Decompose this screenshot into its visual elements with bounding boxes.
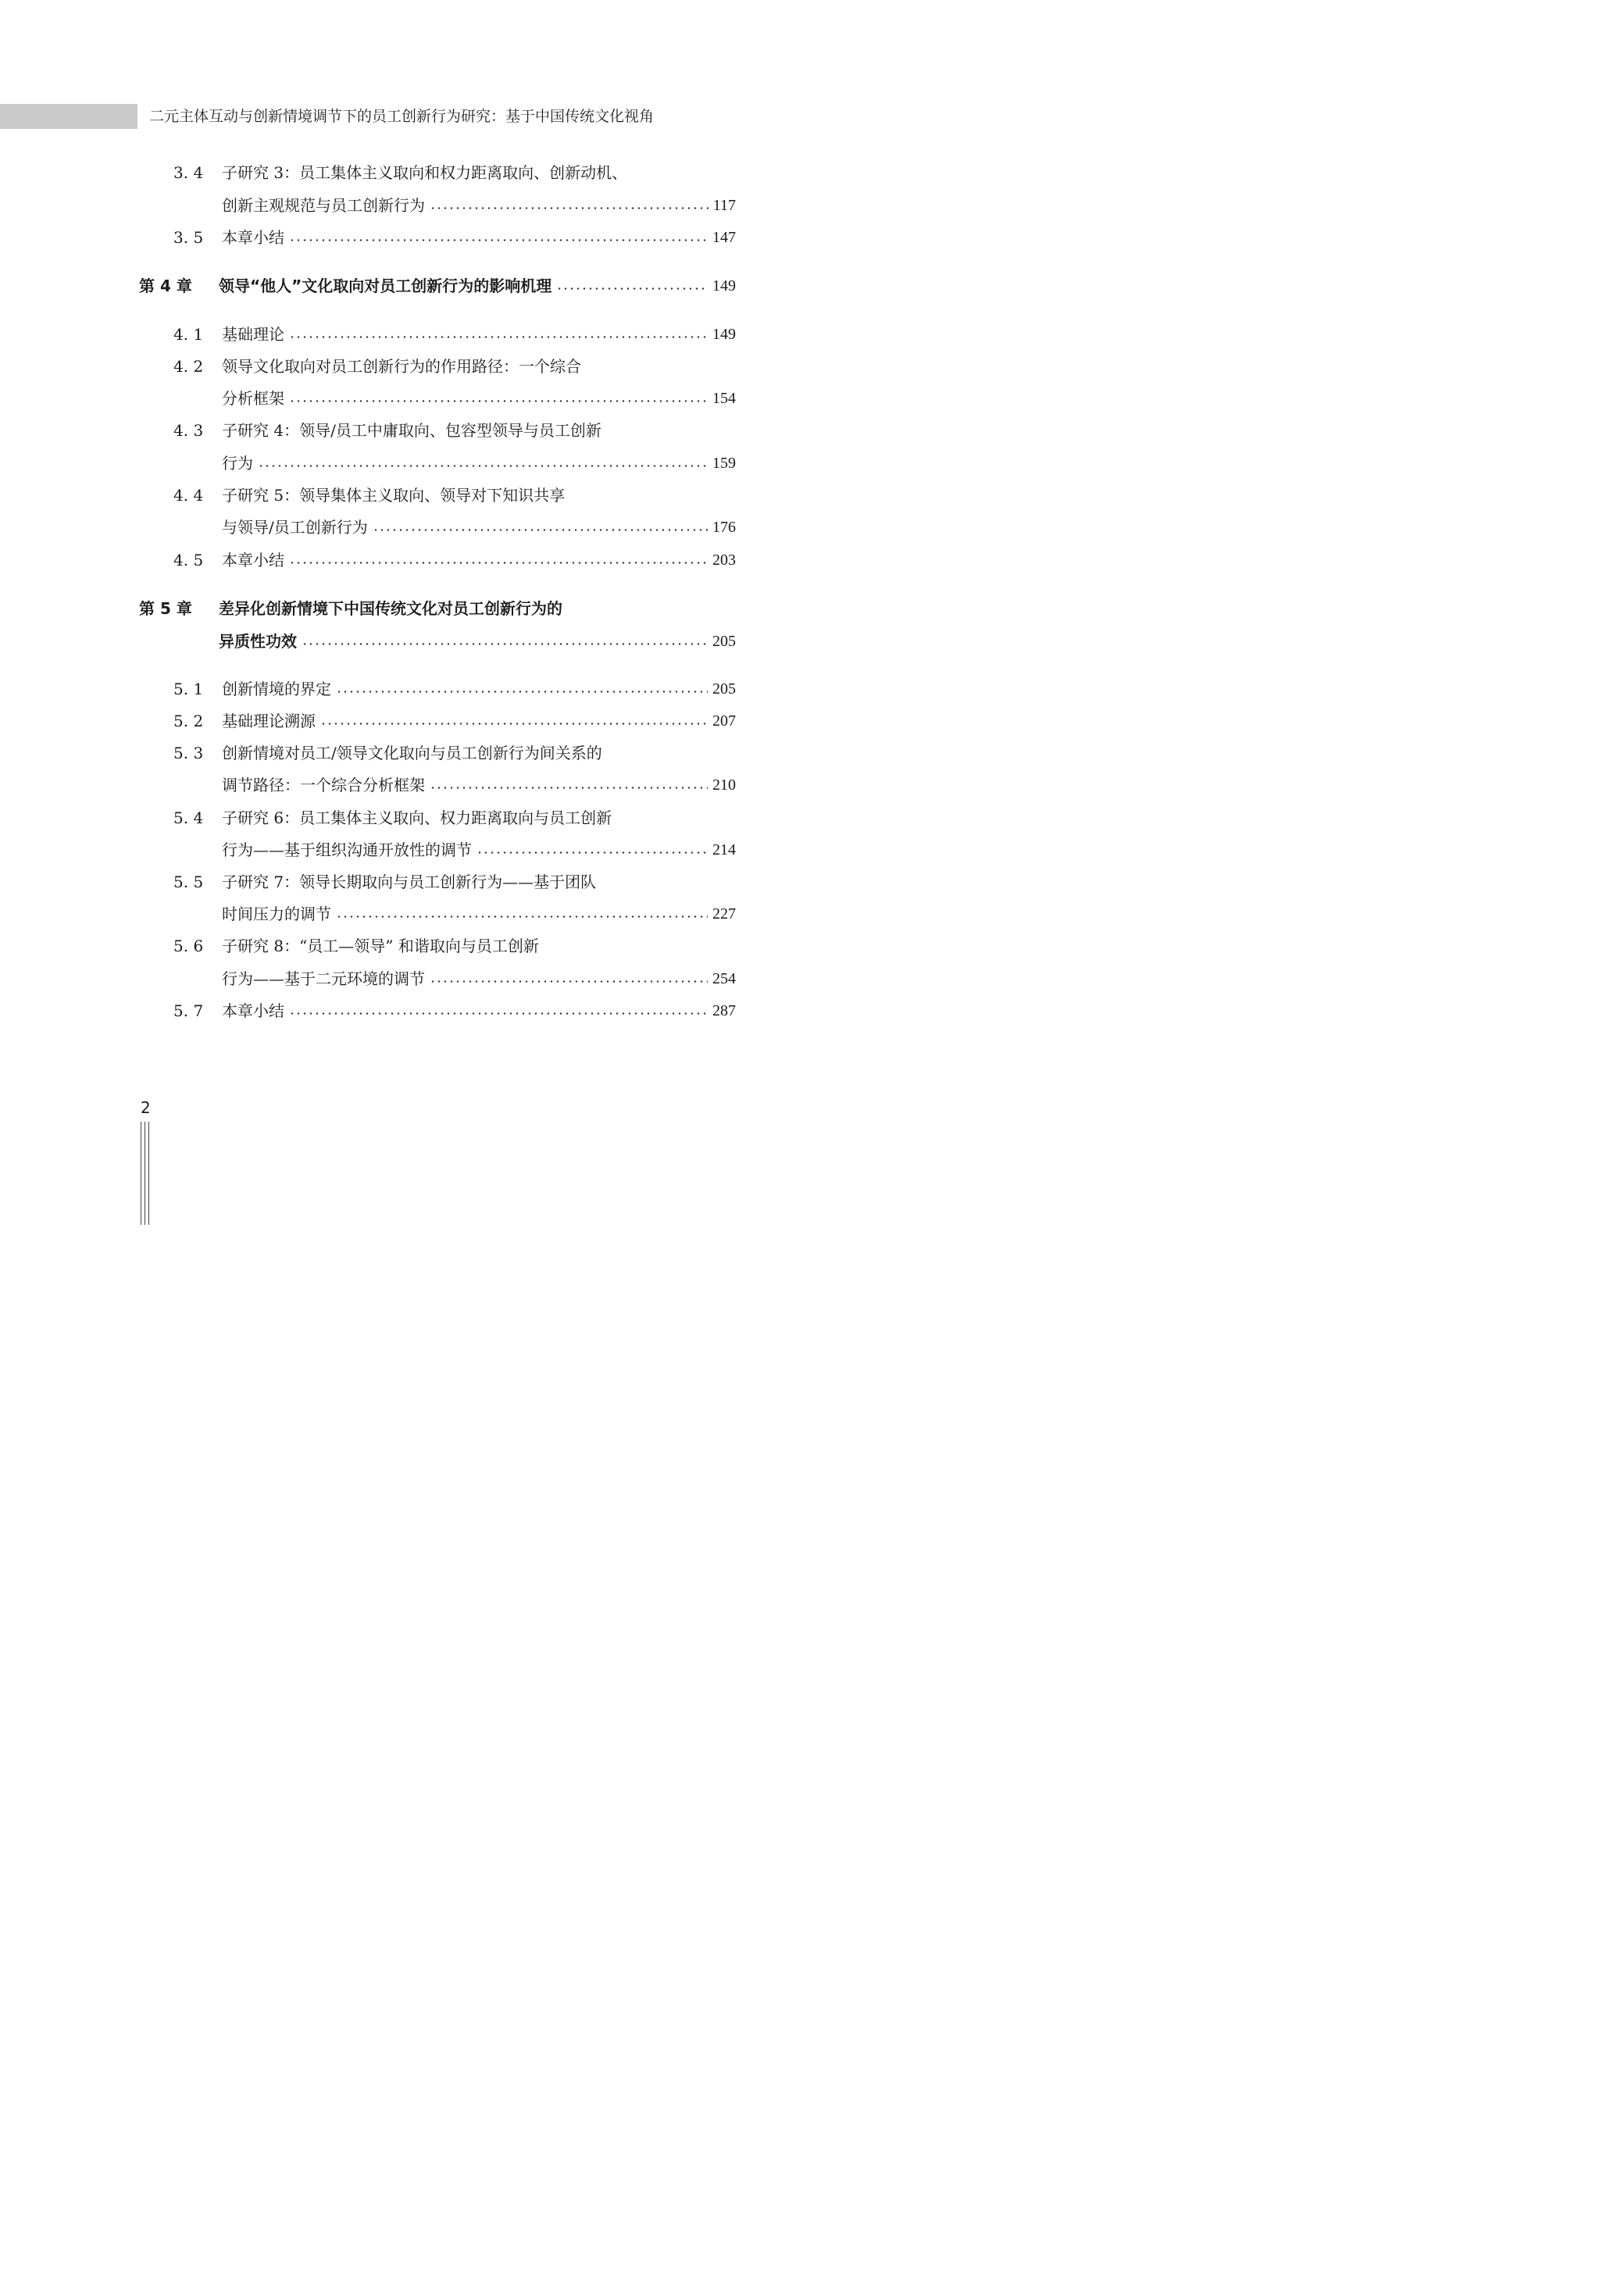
- section-title-line2: 行为: [222, 454, 253, 473]
- header-gray-bar: [0, 104, 137, 129]
- section-number: 3. 5: [173, 228, 204, 247]
- toc-entry-5-2[interactable]: [0, 709, 736, 733]
- section-number: 5. 3: [173, 744, 204, 762]
- dot-leader: [289, 336, 708, 338]
- dot-leader: [320, 723, 708, 725]
- section-title: 基础理论溯源: [222, 712, 316, 730]
- section-number: 4. 4: [173, 486, 204, 505]
- page-ref: 205: [712, 633, 736, 650]
- dot-leader: [430, 787, 708, 789]
- section-title: 创新情境的界定: [222, 680, 331, 698]
- dot-leader: [336, 691, 708, 693]
- section-title-line2: 分析框架: [222, 389, 284, 408]
- dot-leader: [336, 915, 708, 918]
- toc-chapter-5-cont[interactable]: [0, 630, 736, 653]
- dot-leader: [289, 562, 708, 564]
- page-ref: 149: [712, 326, 736, 343]
- page-ref: 203: [712, 551, 736, 569]
- section-number: 5. 6: [173, 937, 204, 955]
- section-number: 5. 5: [173, 873, 204, 891]
- toc-entry-5-1[interactable]: [0, 677, 736, 701]
- dot-leader: [289, 400, 708, 402]
- section-number: 4. 1: [173, 325, 204, 344]
- page-ref: 159: [712, 455, 736, 472]
- dot-leader: [302, 643, 708, 645]
- page-ref: 210: [712, 776, 736, 794]
- toc-entry-5-4-cont[interactable]: [0, 838, 736, 862]
- page-number: 2: [141, 1098, 151, 1117]
- section-title-line2: 行为——基于组织沟通开放性的调节: [222, 841, 472, 859]
- toc-entry-4-1[interactable]: [0, 323, 736, 346]
- toc-entry-4-5[interactable]: [0, 548, 736, 572]
- section-title-line2: 时间压力的调节: [222, 905, 331, 923]
- dot-leader: [476, 851, 708, 854]
- section-title-line1: 创新情境对员工/领导文化取向与员工创新行为间关系的: [222, 744, 602, 762]
- section-title-line2: 与领导/员工创新行为: [222, 518, 368, 537]
- dot-leader: [430, 980, 708, 983]
- dot-leader: [373, 529, 708, 531]
- section-number: 5. 1: [173, 680, 204, 698]
- chapter-title: 领导“他人”文化取向对员工创新行为的影响机理: [219, 277, 552, 295]
- page-ref: 176: [712, 519, 736, 536]
- toc-chapter-4[interactable]: [0, 274, 736, 298]
- page-ref: 149: [712, 277, 736, 294]
- toc-entry-5-7[interactable]: [0, 999, 736, 1023]
- section-number: 4. 3: [173, 421, 204, 440]
- section-number: 4. 5: [173, 551, 204, 569]
- page-ref: 207: [712, 712, 736, 730]
- toc-entry-4-2-cont[interactable]: [0, 387, 736, 410]
- section-title: 本章小结: [222, 228, 284, 247]
- page-ref: 117: [712, 197, 736, 214]
- section-title-line1: 子研究 5：领导集体主义取向、领导对下知识共享: [222, 486, 566, 505]
- section-title-line1: 子研究 7：领导长期取向与员工创新行为——基于团队: [222, 873, 597, 891]
- section-title: 基础理论: [222, 325, 284, 344]
- section-number: 3. 4: [173, 163, 204, 182]
- footer-decorative-lines: [141, 1122, 156, 1225]
- section-number: 5. 4: [173, 808, 204, 827]
- section-title-line2: 创新主观规范与员工创新行为: [222, 196, 425, 215]
- section-title: 本章小结: [222, 1001, 284, 1020]
- section-number: 5. 2: [173, 712, 204, 730]
- section-title-line1: 子研究 8：“员工—领导” 和谐取向与员工创新: [222, 937, 539, 955]
- section-title-line2: 行为——基于二元环境的调节: [222, 969, 425, 988]
- running-header-title: 二元主体互动与创新情境调节下的员工创新行为研究：基于中国传统文化视角: [149, 108, 655, 125]
- toc-entry-3-4-cont[interactable]: [0, 194, 736, 217]
- dot-leader: [289, 1012, 708, 1015]
- page-ref: 227: [712, 905, 736, 923]
- page-ref: 214: [712, 841, 736, 858]
- chapter-number: 第 5 章: [139, 599, 192, 618]
- toc-entry-3-5[interactable]: [0, 226, 736, 249]
- section-number: 4. 2: [173, 357, 204, 376]
- chapter-title-line2: 异质性功效: [219, 632, 297, 651]
- dot-leader: [430, 207, 708, 209]
- toc-entry-4-4-cont[interactable]: [0, 516, 736, 539]
- section-number: 5. 7: [173, 1001, 204, 1020]
- dot-leader: [289, 239, 708, 241]
- chapter-title-line1: 差异化创新情境下中国传统文化对员工创新行为的: [219, 599, 562, 618]
- page-ref: 147: [712, 229, 736, 246]
- page-ref: 287: [712, 1002, 736, 1019]
- chapter-number: 第 4 章: [139, 277, 192, 295]
- page-ref: 254: [712, 970, 736, 987]
- toc-entry-4-3-cont[interactable]: [0, 452, 736, 475]
- dot-leader: [258, 465, 708, 467]
- section-title-line1: 领导文化取向对员工创新行为的作用路径：一个综合: [222, 357, 581, 376]
- dot-leader: [556, 287, 708, 290]
- section-title: 本章小结: [222, 551, 284, 569]
- section-title-line1: 子研究 4：领导/员工中庸取向、包容型领导与员工创新: [222, 421, 601, 440]
- section-title-line1: 子研究 6：员工集体主义取向、权力距离取向与员工创新: [222, 808, 612, 827]
- toc-entry-5-3-cont[interactable]: [0, 773, 736, 797]
- section-title-line2: 调节路径：一个综合分析框架: [222, 776, 425, 794]
- page-ref: 154: [712, 390, 736, 407]
- section-title-line1: 子研究 3：员工集体主义取向和权力距离取向、创新动机、: [222, 163, 628, 182]
- page-ref: 205: [712, 680, 736, 698]
- toc-entry-5-6-cont[interactable]: [0, 967, 736, 990]
- toc-entry-5-5-cont[interactable]: [0, 902, 736, 926]
